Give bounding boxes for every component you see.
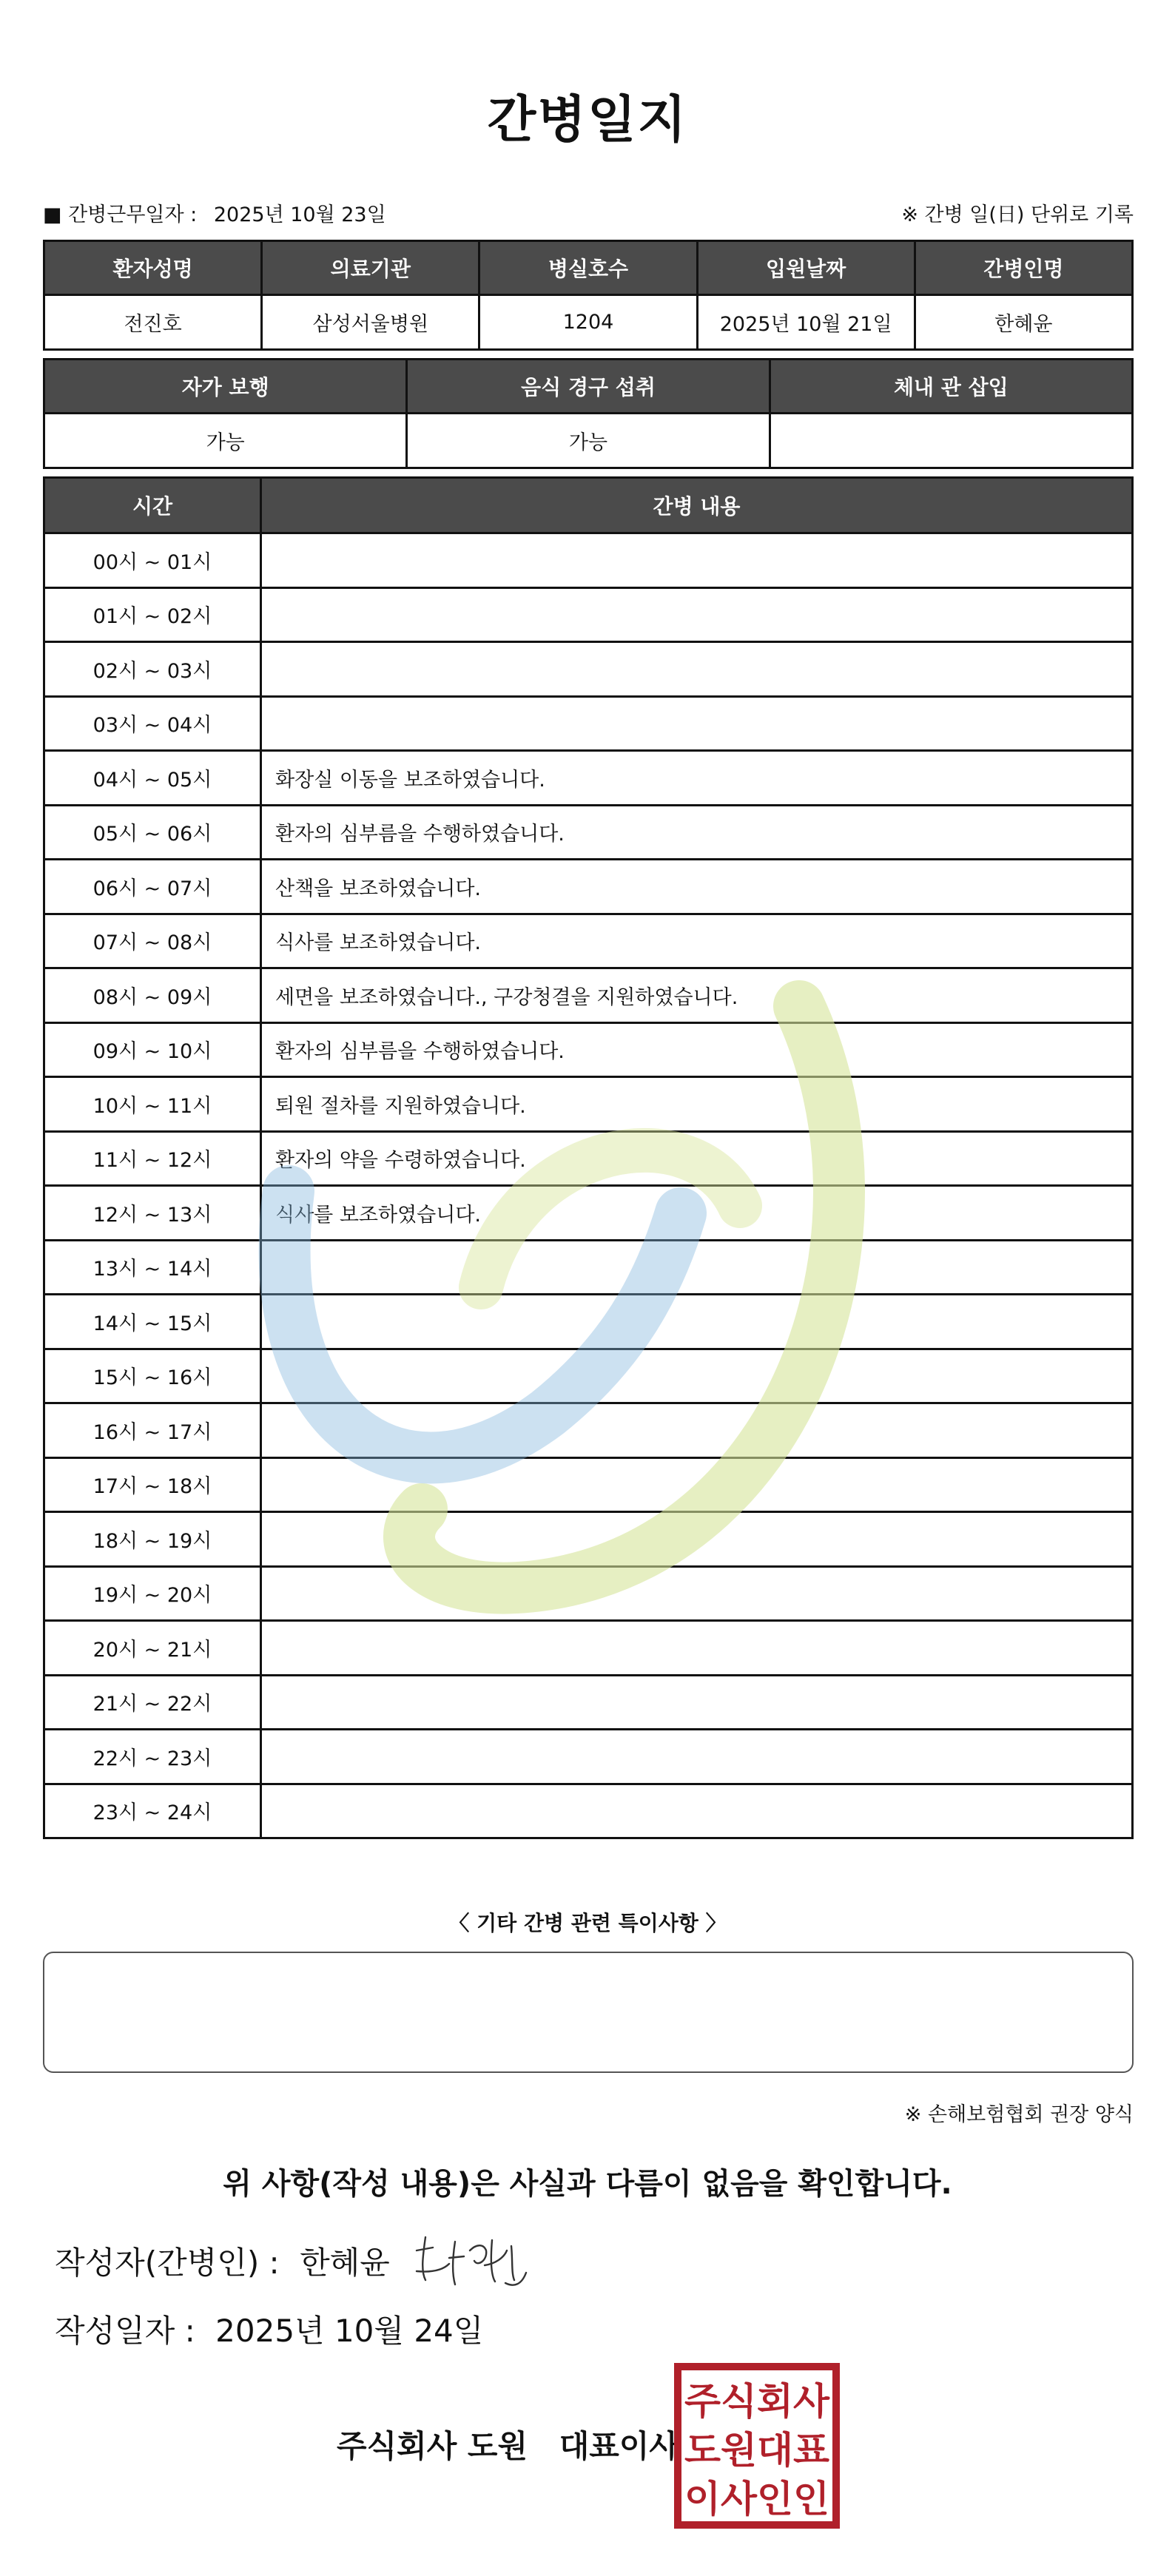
care-log-time: 19시 ~ 20시 xyxy=(44,1566,261,1621)
care-log-time: 12시 ~ 13시 xyxy=(44,1186,261,1241)
seal-line-3: 이사인인 xyxy=(684,2478,829,2521)
care-log-content: 화장실 이동을 보조하였습니다. xyxy=(261,751,1133,806)
header-tube-insertion: 체내 관 삽입 xyxy=(770,360,1132,414)
condition-value-row xyxy=(44,414,1133,468)
care-log-content xyxy=(261,1621,1133,1676)
care-log-time: 01시 ~ 02시 xyxy=(44,587,261,642)
care-log-row xyxy=(44,805,1133,860)
care-log-content: 환자의 심부름을 수행하였습니다. xyxy=(261,1022,1133,1077)
oral-intake-value: 가능 xyxy=(407,414,770,468)
care-log-content: 산책을 보조하였습니다. xyxy=(261,860,1133,914)
care-log-row xyxy=(44,587,1133,642)
care-log-row xyxy=(44,1349,1133,1403)
author-label: 작성자(간병인) : xyxy=(55,2245,280,2281)
care-log-row xyxy=(44,1566,1133,1621)
care-log-row xyxy=(44,1131,1133,1186)
care-log-row xyxy=(44,1675,1133,1730)
care-log-row xyxy=(44,696,1133,751)
work-date xyxy=(43,198,386,227)
care-log-time: 06시 ~ 07시 xyxy=(44,860,261,914)
care-log-time: 22시 ~ 23시 xyxy=(44,1730,261,1784)
care-log-row xyxy=(44,751,1133,806)
unit-note: ※ 간병 일(日) 단위로 기록 xyxy=(901,203,1134,226)
header-care-content: 간병 내용 xyxy=(261,478,1133,533)
company-signature-line xyxy=(337,2422,679,2467)
caregiver-name: 한혜윤 xyxy=(915,295,1132,350)
care-log-row xyxy=(44,533,1133,588)
admission-date: 2025년 10월 21일 xyxy=(697,295,915,350)
confirmation-statement: 위 사항(작성 내용)은 사실과 다름이 없음을 확인합니다. xyxy=(223,2167,952,2201)
care-log-time: 15시 ~ 16시 xyxy=(44,1349,261,1403)
tube-insertion-value xyxy=(770,414,1132,468)
care-log-time: 18시 ~ 19시 xyxy=(44,1512,261,1567)
care-log-row xyxy=(44,1077,1133,1132)
care-log-row xyxy=(44,1022,1133,1077)
care-log-time: 07시 ~ 08시 xyxy=(44,914,261,968)
care-log-time: 03시 ~ 04시 xyxy=(44,696,261,751)
care-log-content xyxy=(261,1349,1133,1403)
care-log-content xyxy=(261,1675,1133,1730)
room-number: 1204 xyxy=(479,295,697,350)
care-log-content xyxy=(261,533,1133,588)
care-log-time: 10시 ~ 11시 xyxy=(44,1077,261,1132)
care-log-time: 23시 ~ 24시 xyxy=(44,1784,261,1838)
care-log-time: 14시 ~ 15시 xyxy=(44,1295,261,1349)
header-time: 시간 xyxy=(44,478,261,533)
header-admission-date: 입원날짜 xyxy=(697,241,915,295)
care-log-header-row xyxy=(44,478,1133,533)
patient-condition-table xyxy=(43,358,1134,469)
patient-info-header-row xyxy=(44,241,1133,295)
care-log-row xyxy=(44,1186,1133,1241)
care-log-content xyxy=(261,1730,1133,1784)
work-date-value: 2025년 10월 23일 xyxy=(213,203,386,226)
care-log-row xyxy=(44,1295,1133,1349)
care-log-content xyxy=(261,1403,1133,1458)
seal-line-1: 주식회사 xyxy=(684,2380,830,2423)
header-room: 병실호수 xyxy=(479,241,697,295)
care-log-content: 환자의 심부름을 수행하였습니다. xyxy=(261,805,1133,860)
patient-info-value-row xyxy=(44,295,1133,350)
care-log-content: 식사를 보조하였습니다. xyxy=(261,914,1133,968)
care-log-time: 20시 ~ 21시 xyxy=(44,1621,261,1676)
care-log-time: 08시 ~ 09시 xyxy=(44,968,261,1023)
care-log-content: 세면을 보조하였습니다., 구강청결을 지원하였습니다. xyxy=(261,968,1133,1023)
care-log-row xyxy=(44,1784,1133,1838)
care-log-time: 21시 ~ 22시 xyxy=(44,1675,261,1730)
header-self-walking: 자가 보행 xyxy=(44,360,407,414)
care-log-time: 02시 ~ 03시 xyxy=(44,642,261,697)
company-seal xyxy=(673,2362,841,2529)
care-log-time: 17시 ~ 18시 xyxy=(44,1457,261,1512)
written-date-row xyxy=(55,2307,483,2351)
form-source-note: ※ 손해보험협회 권장 양식 xyxy=(904,2103,1134,2126)
care-log-content xyxy=(261,1566,1133,1621)
header-caregiver: 간병인명 xyxy=(915,241,1132,295)
care-log-row xyxy=(44,1240,1133,1295)
care-log-time: 16시 ~ 17시 xyxy=(44,1403,261,1458)
care-log-time: 13시 ~ 14시 xyxy=(44,1240,261,1295)
care-log-content xyxy=(261,1240,1133,1295)
care-log-time: 00시 ~ 01시 xyxy=(44,533,261,588)
notes-box[interactable] xyxy=(43,1952,1134,2073)
notes-title: 〈 기타 간병 관련 특이사항 〉 xyxy=(448,1911,727,1935)
care-log-row xyxy=(44,1730,1133,1784)
document-title: 간병일지 xyxy=(487,91,688,149)
care-log-content xyxy=(261,1512,1133,1567)
care-log-row xyxy=(44,642,1133,697)
care-log-time: 11시 ~ 12시 xyxy=(44,1131,261,1186)
care-log-row xyxy=(44,1457,1133,1512)
care-log-content xyxy=(261,696,1133,751)
care-log-row xyxy=(44,1512,1133,1567)
handwritten-signature xyxy=(403,2228,536,2295)
company-name: 주식회사 도원 xyxy=(337,2428,528,2464)
company-title: 대표이사 xyxy=(559,2428,679,2464)
care-log-row xyxy=(44,1621,1133,1676)
author-name: 한혜윤 xyxy=(300,2245,390,2281)
care-log-row xyxy=(44,1403,1133,1458)
care-log-row xyxy=(44,860,1133,914)
care-log-content: 환자의 약을 수령하였습니다. xyxy=(261,1131,1133,1186)
patient-info-table xyxy=(43,240,1134,351)
care-log-content xyxy=(261,1295,1133,1349)
care-log-content: 식사를 보조하였습니다. xyxy=(261,1186,1133,1241)
care-log-content xyxy=(261,642,1133,697)
condition-header-row xyxy=(44,360,1133,414)
hospital-name: 삼성서울병원 xyxy=(262,295,479,350)
header-hospital: 의료기관 xyxy=(262,241,479,295)
patient-name: 전진호 xyxy=(44,295,262,350)
self-walking-value: 가능 xyxy=(44,414,407,468)
author-row xyxy=(55,2239,390,2283)
care-log-time: 04시 ~ 05시 xyxy=(44,751,261,806)
care-log-content xyxy=(261,587,1133,642)
care-log-table xyxy=(43,476,1134,1839)
care-log-time: 09시 ~ 10시 xyxy=(44,1022,261,1077)
care-log-content: 퇴원 절차를 지원하였습니다. xyxy=(261,1077,1133,1132)
header-oral-intake: 음식 경구 섭취 xyxy=(407,360,770,414)
care-log-content xyxy=(261,1784,1133,1838)
seal-line-2: 도원대표 xyxy=(684,2429,830,2472)
header-patient-name: 환자성명 xyxy=(44,241,262,295)
care-log-row xyxy=(44,968,1133,1023)
care-log-row xyxy=(44,914,1133,968)
care-log-content xyxy=(261,1457,1133,1512)
notes-content xyxy=(44,1953,1132,1977)
care-log-time: 05시 ~ 06시 xyxy=(44,805,261,860)
written-date-value: 2025년 10월 24일 xyxy=(215,2313,484,2349)
work-date-label: ■ 간병근무일자 : xyxy=(43,203,198,226)
written-date-label: 작성일자 : xyxy=(55,2313,195,2349)
